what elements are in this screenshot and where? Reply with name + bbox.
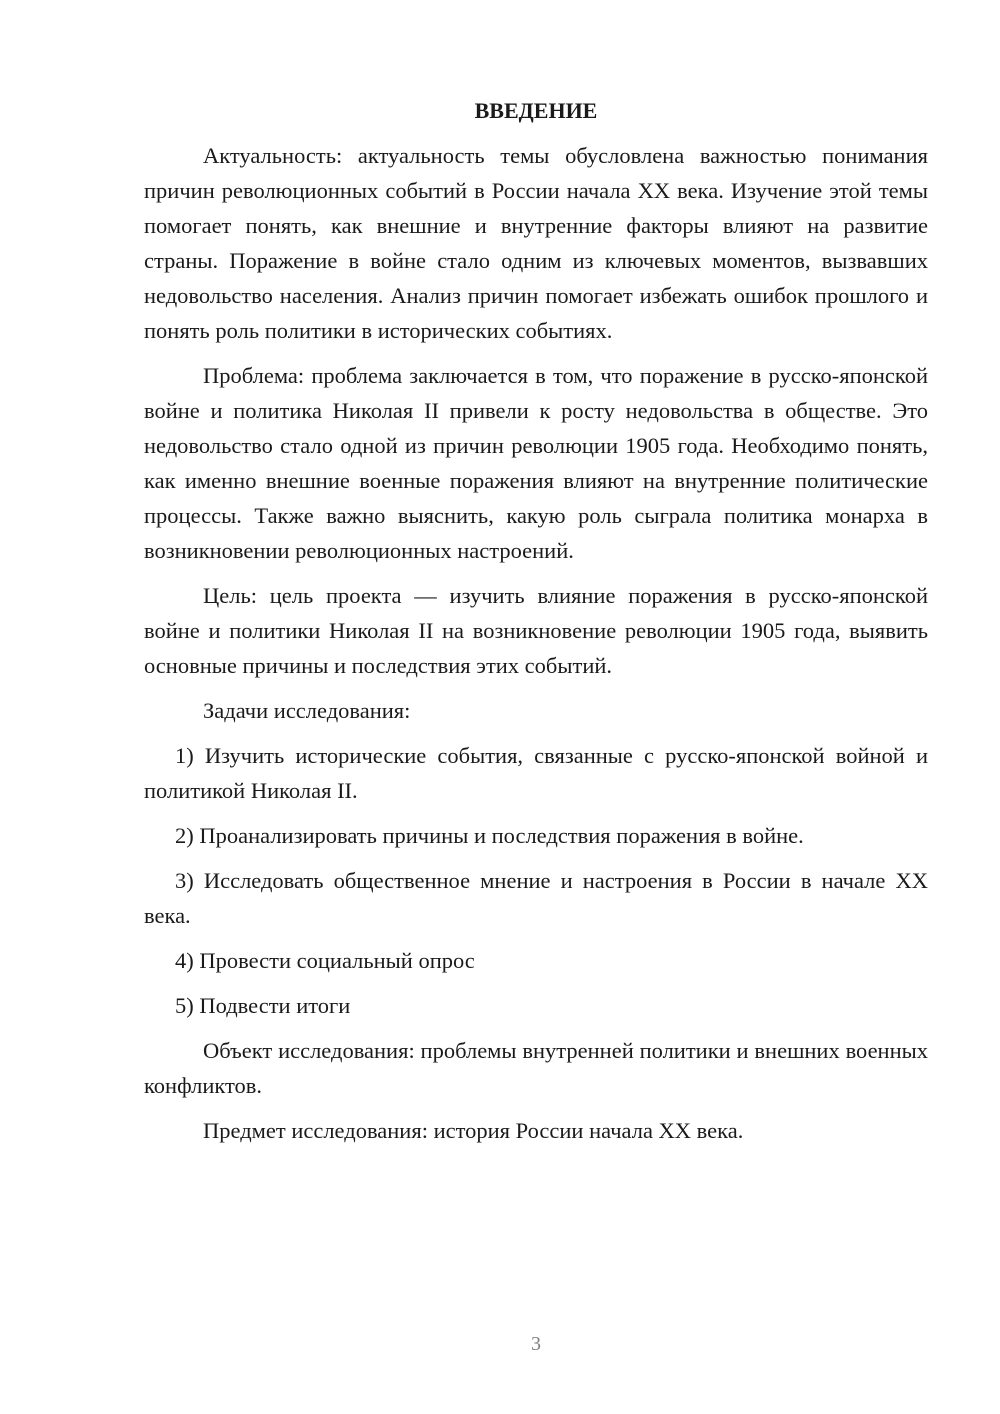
task-item: 5) Подвести итоги: [175, 993, 351, 1018]
task-item: 1) Изучить исторические события, связанные с русско-японской войной и политикой Николая II.: [144, 743, 928, 803]
goal-paragraph: Цель: цель проекта — изучить влияние поражения в русско-японской войне и политики Николая II на возникновение революции 1905 года, выявить основные причины и последствия этих событий.: [144, 583, 928, 678]
tasks-heading: Задачи исследования:: [203, 698, 411, 723]
tasks-list: [144, 738, 928, 1023]
object-paragraph: Объект исследования: проблемы внутренней политики и внешних военных конфликтов.: [144, 1038, 928, 1098]
relevance-paragraph: Актуальность: актуальность темы обусловлена важностью понимания причин революционных событий в России начала XX века. Изучение этой темы помогает понять, как внешние и внутренние факторы влияют на развитие страны. Поражение в войне стало одним из ключевых моментов, вызвавших недовольство населения. Анализ причин помогает избежать ошибок прошлого и понять роль политики в исторических событиях.: [144, 143, 928, 343]
page-number: 3: [531, 1333, 541, 1355]
task-item: 2) Проанализировать причины и последствия поражения в войне.: [175, 823, 804, 848]
page-title: ВВЕДЕНИЕ: [474, 98, 598, 123]
task-item: 3) Исследовать общественное мнение и настроения в России в начале XX века.: [144, 868, 928, 928]
document-page: [144, 96, 928, 1158]
subject-paragraph: Предмет исследования: история России начала XX века.: [203, 1118, 744, 1143]
problem-paragraph: Проблема: проблема заключается в том, что поражение в русско-японской войне и политика Николая II привели к росту недовольства в обществе. Это недовольство стало одной из причин революции 1905 года. Необходимо понять, как именно внешние военные поражения влияют на внутренние политические процессы. Также важно выяснить, какую роль сыграла политика монарха в возникновении революционных настроений.: [144, 363, 928, 563]
task-item: 4) Провести социальный опрос: [175, 948, 475, 973]
